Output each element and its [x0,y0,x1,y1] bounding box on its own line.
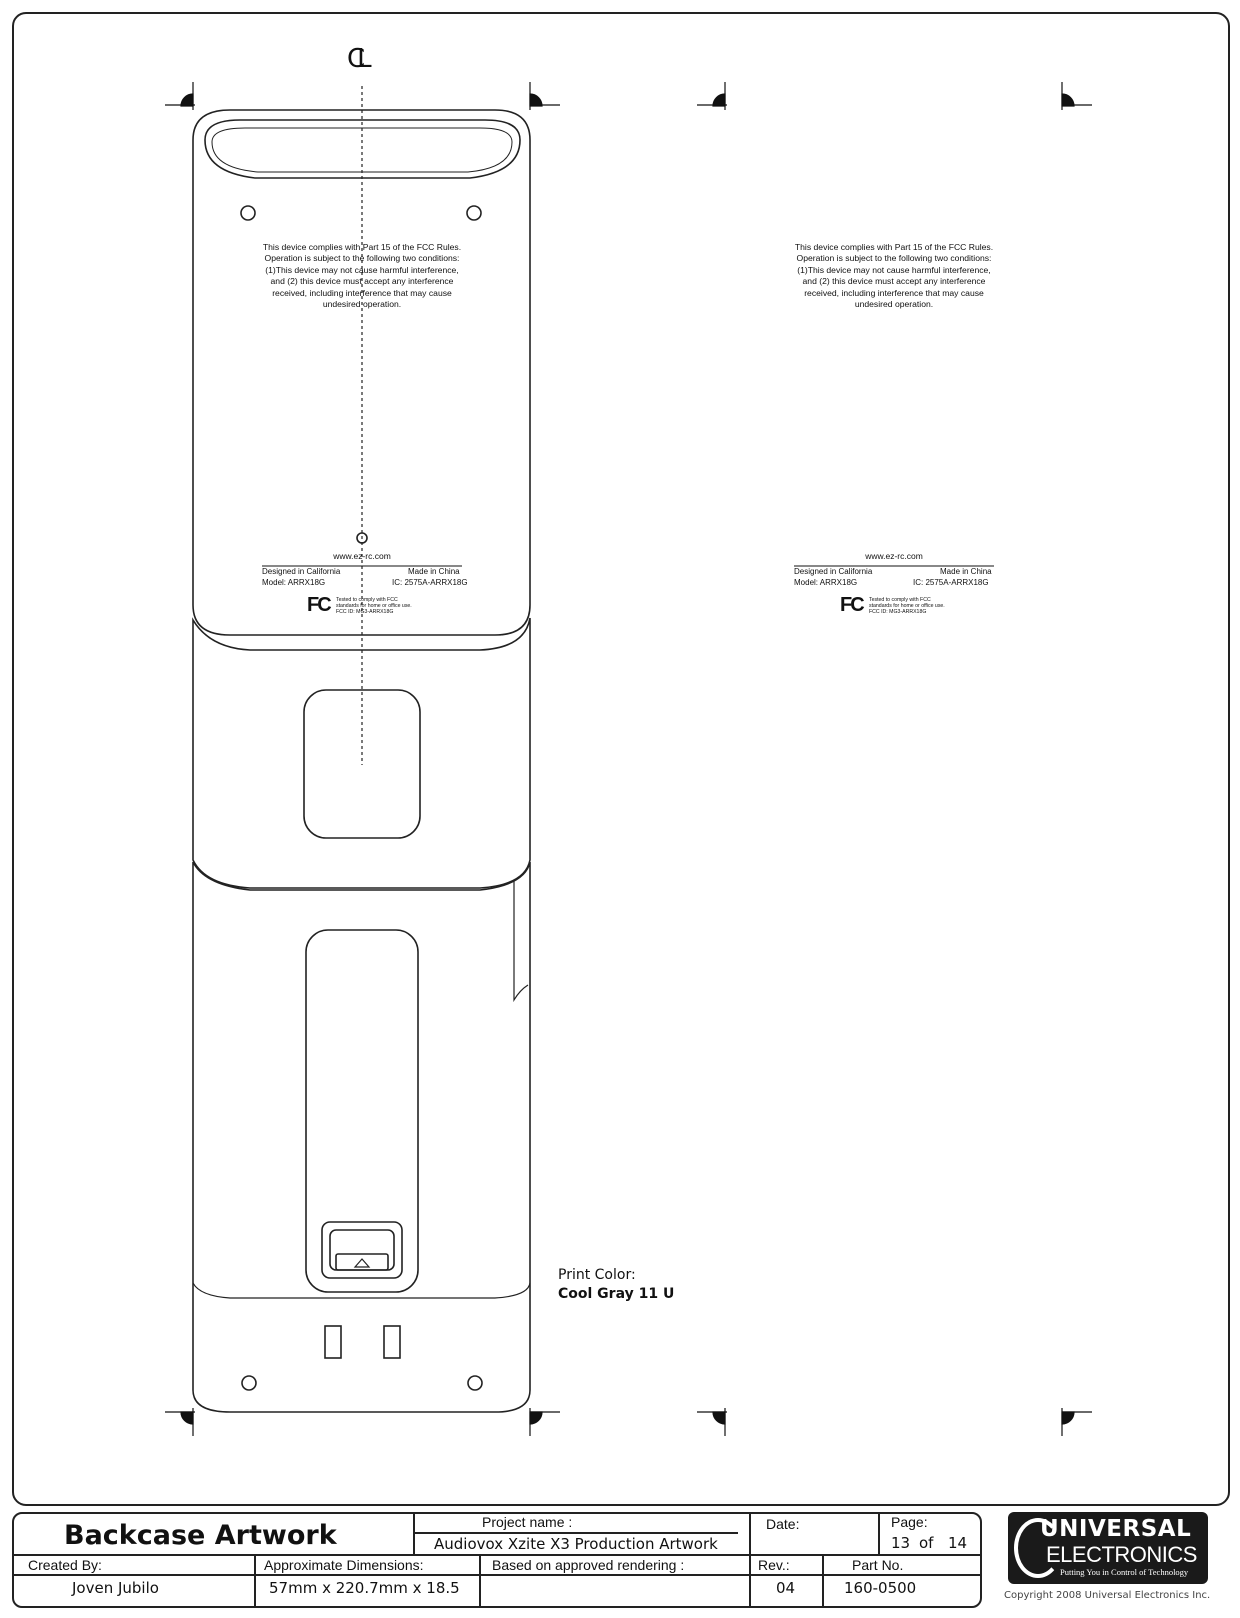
page-current: 13 [891,1534,911,1552]
copyright-notice: Copyright 2008 Universal Electronics Inc. [1004,1590,1211,1601]
contact-slot [325,1326,341,1358]
fcc-statement-right [769,242,1019,310]
contact-slot [384,1326,400,1358]
fcc-line: undesired operation. [854,299,934,310]
fcc-line: and (2) this device must accept any interference [802,276,986,287]
fcc-line: This device complies with Part 15 of the FCC Rules. [794,242,994,252]
created-by-value: Joven Jubilo [72,1579,159,1597]
fcc-small-line: Tested to comply with FCC [869,597,931,603]
fcc-line: (1)This device may not cause harmful interference, [265,264,459,275]
project-name-label: Project name : [482,1514,573,1530]
fcc-line: Operation is subject to the following two conditions: [796,253,992,264]
screw-hole [468,1376,482,1390]
fcc-small-line: Tested to comply with FCC [336,597,398,603]
url-right: www.ez-rc.com [865,551,923,561]
created-by-label: Created By: [28,1557,102,1573]
fcc-line: undesired operation. [322,299,402,310]
rev-value: 04 [776,1579,796,1597]
sheet-title: Backcase Artwork [64,1520,337,1551]
page-label: Page: [891,1514,928,1530]
rev-label: Rev.: [758,1557,790,1573]
page-of: of [919,1534,934,1552]
title-block [12,1512,982,1608]
part-no-value: 160-0500 [844,1579,917,1597]
based-on-label: Based on approved rendering : [492,1557,685,1573]
print-color-value: Cool Gray 11 U [558,1286,675,1302]
fcc-small-line: FCC ID: MG3-ARRX18G [336,609,394,615]
fcc-line: received, including interference that may cause [272,287,452,298]
screw-hole [242,1376,256,1390]
model-right: Model: ARRX18G [794,578,858,587]
page-total: 14 [948,1534,968,1552]
universal-electronics-logo [1008,1512,1208,1584]
made-in-left: Made in China [408,567,460,576]
logo-tagline: Putting You in Control of Technology [1060,1567,1189,1577]
fcc-logo-left: FC [307,594,330,616]
designed-in-left: Designed in California [262,567,341,576]
logo-line1: UNIVERSAL [1040,1516,1192,1542]
url-left: www.ez-rc.com [333,551,391,561]
made-in-right: Made in China [940,567,992,576]
fcc-line: and (2) this device must accept any interference [270,276,454,287]
screw-hole [241,206,255,220]
designed-in-right: Designed in California [794,567,873,576]
project-name-value: Audiovox Xzite X3 Production Artwork [434,1535,718,1553]
fcc-logo-right: FC [840,594,863,616]
logo-line2: ELECTRONICS [1046,1542,1197,1567]
triangle-icon [355,1259,369,1267]
dimensions-label: Approximate Dimensions: [264,1557,424,1573]
fcc-line: received, including interference that may cause [804,287,984,298]
fcc-line: Operation is subject to the following two conditions: [264,253,460,264]
fcc-small-line: standards for home or office use. [869,603,945,609]
ic-left: IC: 2575A-ARRX18G [392,578,468,587]
fcc-compliance-right [869,597,945,615]
print-color-label: Print Color: [558,1267,636,1283]
model-left: Model: ARRX18G [262,578,326,587]
bottom-section-outline [193,862,530,1412]
part-no-label: Part No. [852,1557,904,1573]
fcc-compliance-left [336,597,412,615]
fcc-statement-left [237,242,487,310]
fcc-line: This device complies with Part 15 of the FCC Rules. [262,242,462,252]
date-label: Date: [766,1516,800,1532]
centerline-label: CL [347,44,364,74]
screw-hole [467,206,481,220]
ic-right: IC: 2575A-ARRX18G [913,578,989,587]
fcc-line: (1)This device may not cause harmful interference, [797,264,991,275]
fcc-small-line: FCC ID: MG3-ARRX18G [869,609,927,615]
fcc-small-line: standards for home or office use. [336,603,412,609]
print-color-note [558,1266,674,1304]
dimensions-value: 57mm x 220.7mm x 18.5 [269,1579,460,1597]
